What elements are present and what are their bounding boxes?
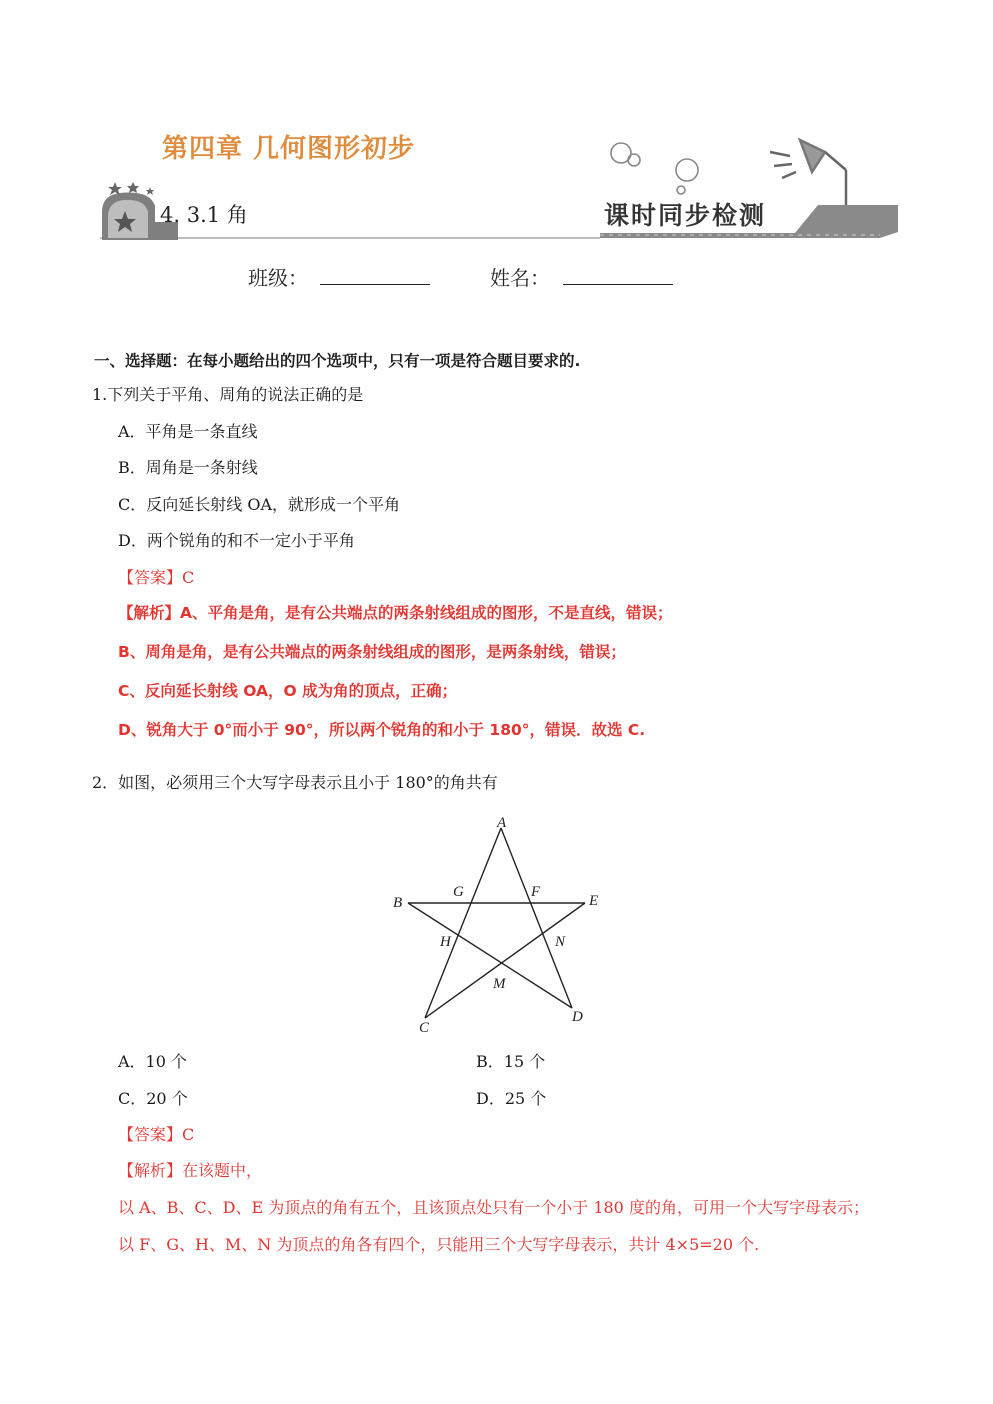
q1-option-a: A．平角是一条直线 bbox=[118, 422, 258, 441]
bubble-icon bbox=[611, 143, 698, 194]
segment-AC bbox=[425, 828, 501, 1018]
q2-analysis-1: 【解析】在该题中， bbox=[118, 1161, 263, 1180]
segment-BD bbox=[408, 903, 572, 1008]
label-D: D bbox=[572, 1009, 583, 1025]
label-G: G bbox=[453, 884, 464, 900]
label-H: H bbox=[440, 934, 451, 950]
q2-stem: 2．如图，必须用三个大写字母表示且小于 180°的角共有 bbox=[92, 773, 498, 792]
q2-option-d: D．25 个 bbox=[476, 1089, 547, 1108]
class-blank bbox=[320, 284, 430, 285]
q1-answer: 【答案】C bbox=[118, 568, 195, 587]
q1-option-b: B．周角是一条射线 bbox=[118, 458, 258, 477]
q1-analysis-1: 【解析】A、平角是角，是有公共端点的两条射线组成的图形，不是直线，错误； bbox=[118, 604, 673, 622]
section-heading: 一、选择题：在每小题给出的四个选项中，只有一项是符合题目要求的. bbox=[94, 352, 581, 370]
q1-option-d: D．两个锐角的和不一定小于平角 bbox=[118, 531, 355, 550]
label-N: N bbox=[555, 934, 566, 950]
q1-analysis-3: C、反向延长射线 OA，O 成为角的顶点，正确； bbox=[118, 682, 458, 700]
desk-lamp-icon bbox=[770, 140, 846, 205]
q2-option-a: A．10 个 bbox=[118, 1052, 188, 1071]
label-F: F bbox=[531, 884, 541, 900]
q1-analysis-4: D、锐角大于 0°而小于 90°，所以两个锐角的和小于 180°，错误．故选 C. bbox=[118, 721, 646, 739]
q1-option-c: C．反向延长射线 OA，就形成一个平角 bbox=[118, 495, 401, 514]
q1-analysis-2: B、周角是角，是有公共端点的两条射线组成的图形，是两条射线，错误； bbox=[118, 643, 626, 661]
q1-stem: 1.下列关于平角、周角的说法正确的是 bbox=[92, 385, 364, 404]
label-M: M bbox=[493, 976, 506, 992]
label-E: E bbox=[589, 893, 599, 909]
brand-title: 课时同步检测 bbox=[604, 201, 767, 230]
name-blank bbox=[563, 284, 673, 285]
section-title: 4. 3.1 角 bbox=[160, 203, 248, 227]
chapter-title: 第四章 几何图形初步 bbox=[162, 134, 416, 164]
label-B: B bbox=[393, 895, 403, 911]
q2-analysis-3: 以 F、G、H、M、N 为顶点的角各有四个，只能用三个大写字母表示，共计 4×5=20 个. bbox=[118, 1235, 760, 1254]
class-label: 班级： bbox=[248, 266, 308, 290]
q2-analysis-2: 以 A、B、C、D、E 为顶点的角有五个，且该顶点处只有一个小于 180 度的角，可用一个大写字母表示； bbox=[118, 1198, 869, 1217]
label-A: A bbox=[497, 815, 507, 831]
name-label: 姓名： bbox=[490, 266, 550, 290]
label-C: C bbox=[419, 1020, 430, 1035]
segment-AD bbox=[501, 828, 572, 1008]
q2-answer: 【答案】C bbox=[118, 1125, 195, 1144]
header-decoration bbox=[0, 0, 993, 260]
star-figure bbox=[380, 805, 610, 1035]
q2-option-c: C．20 个 bbox=[118, 1089, 188, 1108]
q2-option-b: B．15 个 bbox=[476, 1052, 546, 1071]
